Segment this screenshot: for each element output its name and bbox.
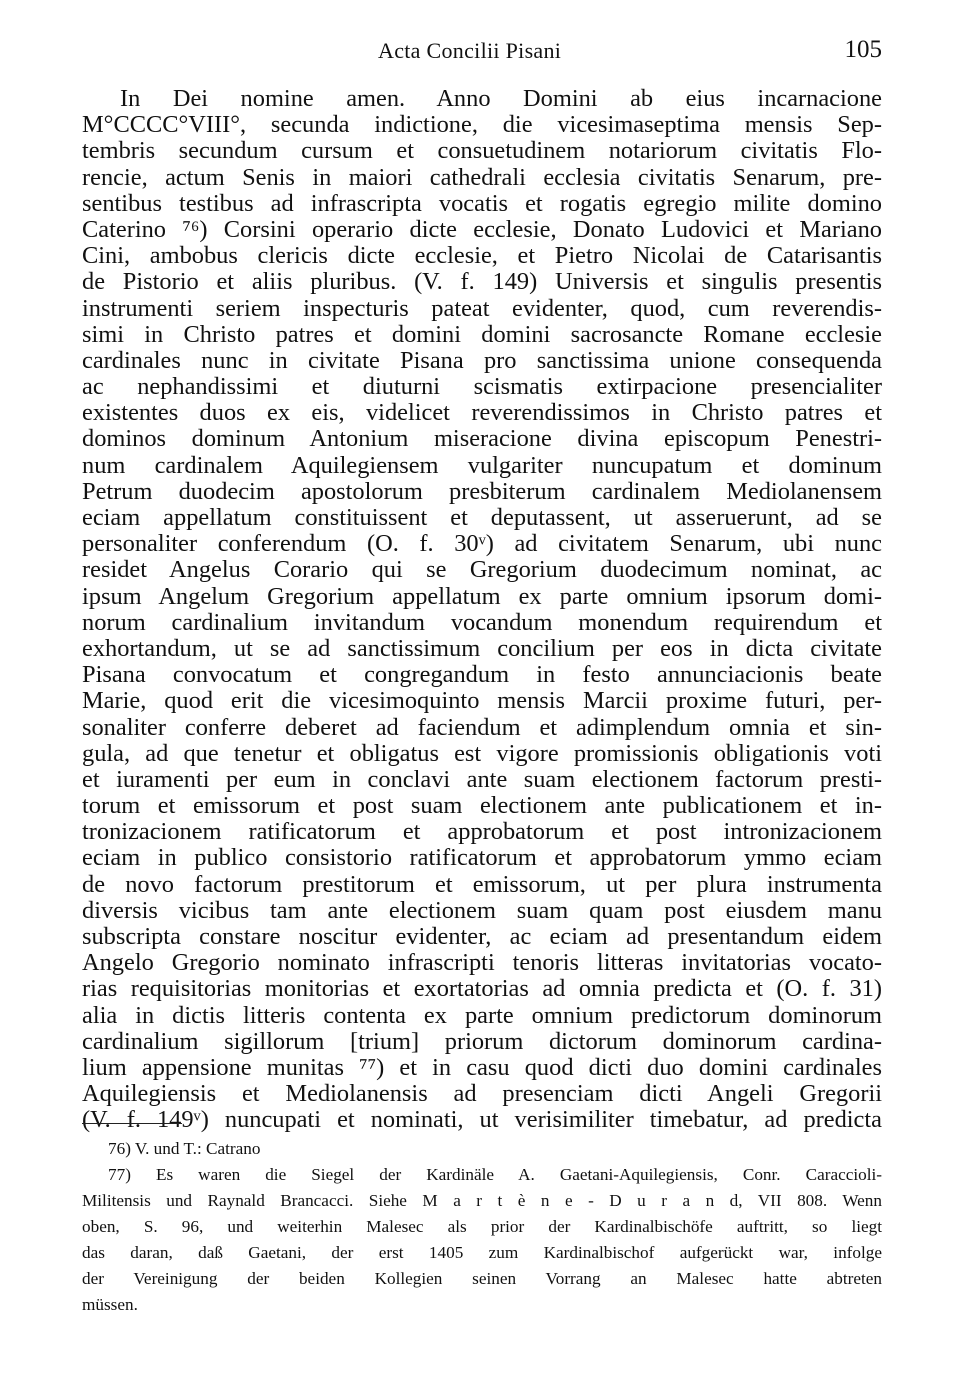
body-line: ipsum Angelum Gregorium appellatum ex parte omnium ipsorum domi-: [82, 583, 882, 610]
footnote-line: müssen.: [82, 1295, 138, 1314]
footnotes: [82, 1136, 882, 1318]
page-header: [82, 38, 882, 68]
footnote-line: oben, S. 96, und weiterhin Malesec als prior der Kardinalbischöfe auftritt, so liegt: [82, 1217, 882, 1236]
footnote-line: das daran, daß Gaetani, der erst 1405 zum Kardinalbischof aufgerückt war, infolge: [82, 1243, 882, 1262]
body-line: lium appensione munitas ⁷⁷) et in casu quod dicti duo domini cardinales: [82, 1054, 882, 1081]
body-line: In Dei nomine amen. Anno Domini ab eius incarnacione: [120, 86, 882, 112]
body-line: sonaliter conferre deberet ad faciendum et adimplendum omnia et sin-: [82, 714, 882, 741]
body-line: et iuramenti per eum in conclavi ante suam electionem factorum presti-: [82, 766, 882, 793]
page-number: 105: [844, 36, 882, 63]
body-line: exhortandum, ut se ad sanctissimum concilium per eos in dicta civitate: [82, 635, 882, 662]
body-line: de novo factorum prestitorum et emissorum, ut per plura instrumenta: [82, 871, 882, 898]
body-line: ac nephandissimi et diuturni scismatis extirpacione presencialiter: [82, 374, 882, 401]
body-line: Aquilegiensis et Mediolanensis ad presenciam dicti Angeli Gregorii: [82, 1081, 882, 1108]
body-line: Pisana convocatum et congregandum in festo annunciacionis beate: [82, 662, 882, 689]
footnote-line: 76) V. und T.: Catrano: [108, 1139, 261, 1158]
body-line: Angelo Gregorio nominato infrascripti tenoris litteras invitatorias vocato-: [82, 950, 882, 977]
body-line: de Pistorio et aliis pluribus. (V. f. 149) Universis et singulis presentis: [82, 269, 882, 296]
body-line: norum cardinalium invitandum vocandum monendum requirendum et: [82, 609, 882, 636]
body-line: simi in Christo patres et domini domini sacrosancte Romane ecclesie: [82, 321, 882, 348]
body-line: tembris secundum cursum et consuetudinem notariorum civitatis Flo-: [82, 138, 882, 165]
body-line: subscripta constare noscitur evidenter, ac eciam ad presentandum eidem: [82, 924, 882, 950]
body-line: personaliter conferendum (O. f. 30ᵛ) ad civitatem Senarum, ubi nunc: [82, 531, 882, 558]
body-line: alia in dictis litteris contenta ex parte omnium predictorum dominorum: [82, 1002, 882, 1029]
body-line: sentibus testibus ad infrascripta vocatis et rogatis egregio milite domino: [82, 190, 882, 217]
body-line: instrumenti seriem inspecturis pateat evidenter, quod, cum reverendis-: [82, 295, 882, 322]
body-line: Cini, ambobus clericis dicte ecclesie, et Pietro Nicolai de Catarisantis: [82, 243, 882, 270]
body-line: eciam appellatum constituissent et deputassent, ut asseruerunt, ad se: [82, 505, 882, 531]
body-line: torum et emissorum et post suam electionem ante publicationem et in-: [82, 793, 882, 820]
body-line: existentes duos ex eis, videlicet reverendissimos in Christo patres et: [82, 400, 882, 427]
body-line: rencie, actum Senis in maiori cathedrali ecclesia civitatis Senarum, pre-: [82, 164, 882, 191]
body-line: cardinales nunc in civitate Pisana pro sanctissima unione consequenda: [82, 347, 882, 374]
body-line: gula, ad que tenetur et obligatus est vigore promissionis obligationis voti: [82, 740, 882, 767]
body-line: diversis vicibus tam ante electionem suam quam post eiusdem manu: [82, 897, 882, 924]
body-line: Caterino ⁷⁶) Corsini operario dicte ecclesie, Donato Ludovici et Mariano: [82, 216, 882, 243]
body-line: dominos dominum Antonium miseracione divina episcopum Penestri-: [82, 426, 882, 453]
footnote-line: der Vereinigung der beiden Kollegien seinen Vorrang an Malesec hatte abtreten: [82, 1269, 882, 1288]
body-line: Petrum duodecim apostolorum presbiterum cardinalem Mediolanensem: [82, 478, 882, 505]
body-line: Marie, quod erit die vicesimoquinto mensis Marcii proxime futuri, per-: [82, 688, 882, 715]
body-line: rias requisitorias monitorias et exortatorias ad omnia predicta et (O. f. 31): [82, 976, 882, 1003]
body-line: residet Angelus Corario qui se Gregorium duodecimum nominat, ac: [82, 557, 882, 584]
body-line: (V. f. 149ᵛ) nuncupati et nominati, ut verisimiliter timebatur, ad predicta: [82, 1107, 882, 1134]
body-text: [82, 86, 882, 1134]
body-line: cardinalium sigillorum [trium] priorum dictorum dominorum cardina-: [82, 1028, 882, 1055]
body-line: eciam in publico consistorio ratificatorum et approbatorum ymmo eciam: [82, 845, 882, 872]
body-line: tronizacionem ratificatorum et approbatorum et post intronizacionem: [82, 819, 882, 846]
body-line: num cardinalem Aquilegiensem vulgariter nuncupatum et dominum: [82, 452, 882, 479]
running-title: Acta Concilii Pisani: [378, 38, 562, 63]
footnote-line: 77) Es waren die Siegel der Kardinäle A. Gaetani-Aquilegiensis, Conr. Caraccioli-: [108, 1165, 882, 1184]
footnote-line: Militensis und Raynald Brancacci. Siehe M a r t è n e - D u r a n d, VII 808. Wenn: [82, 1191, 882, 1210]
footnote-rule: [82, 1123, 182, 1124]
body-line: M°CCCC°VIII°, secunda indictione, die vicesimaseptima mensis Sep-: [82, 112, 882, 139]
